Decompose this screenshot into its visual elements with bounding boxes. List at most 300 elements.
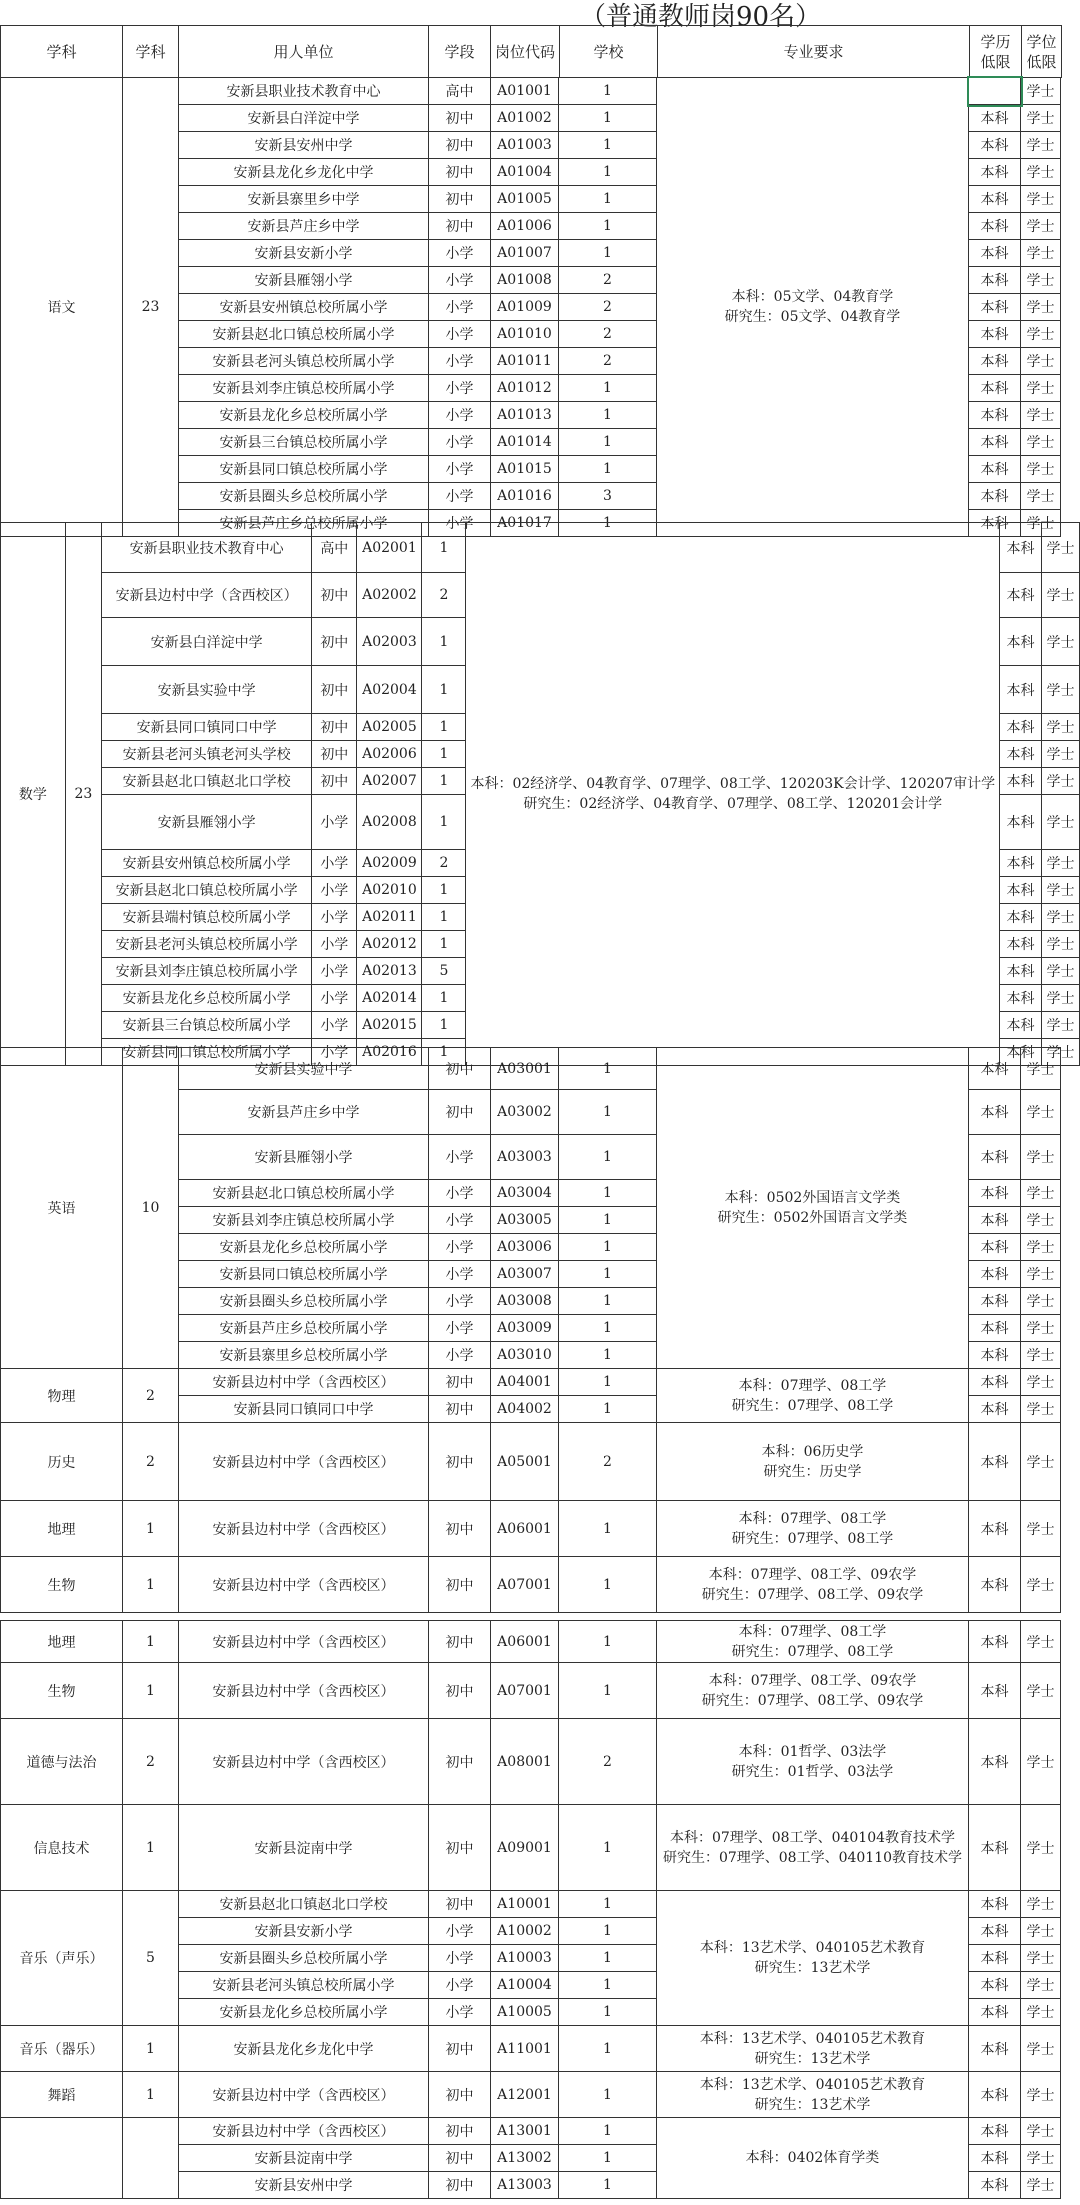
stage-cell: 初中 [429,1805,491,1891]
unit-cell: 安新县边村中学（含西校区） [179,1501,429,1557]
count-cell: 1 [123,1557,179,1613]
table-row [1,1891,1061,1918]
edu-cell: 本科 [969,1090,1021,1135]
unit-cell: 安新县赵北口镇总校所属小学 [179,1180,429,1207]
stage-cell: 初中 [429,1423,491,1501]
degree-cell: 学士 [1021,105,1061,132]
requirement-cell [657,1557,969,1613]
degree-cell: 学士 [1021,1369,1061,1396]
school-count-cell: 1 [559,240,657,267]
school-count-cell: 1 [422,741,466,768]
stage-cell: 小学 [312,795,357,850]
unit-cell: 安新县边村中学（含西校区） [179,1423,429,1501]
edu-cell: 本科 [969,1918,1021,1945]
school-count-cell: 1 [559,1315,657,1342]
code-cell: A03009 [491,1315,559,1342]
requirement-line: 研究生：13艺术学 [754,1960,871,1976]
subject-cell: 语文 [1,78,123,537]
stage-cell: 初中 [429,1719,491,1805]
degree-cell: 学士 [1021,1207,1061,1234]
requirement-line: 本科：13艺术学、040105艺术教育 [699,2030,926,2047]
unit-cell: 安新县实验中学 [179,1048,429,1090]
degree-cell: 学士 [1021,1090,1061,1135]
school-count-cell: 1 [559,510,657,537]
degree-cell: 学士 [1041,741,1079,768]
code-cell: A01013 [491,402,559,429]
edu-cell: 本科 [1000,523,1042,573]
stage-cell: 小学 [429,1999,491,2026]
edu-cell: 本科 [1000,1012,1042,1039]
unit-cell: 安新县实验中学 [102,666,312,714]
degree-cell: 学士 [1021,402,1061,429]
edu-cell: 本科 [1000,618,1042,666]
school-count-cell: 2 [559,267,657,294]
code-cell: A03006 [491,1234,559,1261]
body-table [0,77,1061,537]
count-cell [123,2118,179,2199]
requirement-line: 研究生：13艺术学 [754,2096,871,2113]
unit-cell: 安新县龙化乡总校所属小学 [179,1234,429,1261]
unit-cell: 安新县芦庄乡总校所属小学 [179,1315,429,1342]
stage-cell: 小学 [429,1180,491,1207]
subject-cell: 舞蹈 [1,2072,123,2118]
stage-cell: 高中 [312,523,357,573]
school-count-cell: 1 [559,1234,657,1261]
requirement-line: 本科：07理学、08工学、09农学 [708,1566,917,1583]
degree-cell: 学士 [1021,348,1061,375]
header-code: 岗位代码 [491,26,560,78]
stage-cell: 初中 [429,1557,491,1613]
stage-cell: 初中 [429,1090,491,1135]
code-cell: A03005 [491,1207,559,1234]
edu-cell: 本科 [969,2118,1021,2145]
stage-cell: 初中 [312,573,357,618]
code-cell: A10002 [491,1918,559,1945]
stage-cell: 小学 [429,429,491,456]
degree-cell: 学士 [1021,1288,1061,1315]
school-count-cell: 1 [422,1039,466,1066]
degree-cell: 学士 [1021,1557,1061,1613]
header-degree-line: 学位 [1026,32,1057,51]
degree-cell: 学士 [1041,573,1079,618]
stage-cell: 小学 [429,1918,491,1945]
unit-cell: 安新县龙化乡总校所属小学 [179,1999,429,2026]
edu-cell: 本科 [969,2026,1021,2072]
unit-cell: 安新县赵北口镇赵北口学校 [102,768,312,795]
count-cell: 1 [123,1805,179,1891]
table-row [1,1048,1061,1090]
unit-cell: 安新县圈头乡总校所属小学 [179,1945,429,1972]
unit-cell: 安新县同口镇总校所属小学 [179,456,429,483]
edu-cell: 本科 [969,483,1021,510]
code-cell: A01001 [491,78,559,105]
unit-cell: 安新县龙化乡龙化中学 [179,2026,429,2072]
stage-cell: 小学 [429,402,491,429]
code-cell: A02011 [357,904,422,931]
header-degree [1022,26,1062,78]
requirement-line: 研究生：07理学、08工学 [731,1397,894,1414]
edu-cell: 本科 [1000,714,1042,741]
requirement-line: 本科：13艺术学、040105艺术教育 [699,1940,926,1956]
code-cell: A01010 [491,321,559,348]
table-row [1,1805,1061,1891]
school-count-cell: 1 [559,375,657,402]
edu-cell: 本科 [969,132,1021,159]
stage-cell: 初中 [429,159,491,186]
requirement-line: 本科：05文学、04教育学 [731,289,894,305]
table-row [1,2072,1061,2118]
degree-cell: 学士 [1041,850,1079,877]
code-cell: A02005 [357,714,422,741]
table-row [1,1369,1061,1396]
edu-cell: 本科 [969,1557,1021,1613]
degree-cell: 学士 [1021,132,1061,159]
school-count-cell: 1 [422,768,466,795]
stage-cell: 小学 [312,850,357,877]
code-cell: A06001 [491,1621,559,1663]
school-count-cell: 2 [559,1423,657,1501]
requirement-line: 本科：0502外国语言文学类 [724,1190,901,1206]
degree-cell: 学士 [1021,375,1061,402]
requirement-cell [657,1048,969,1369]
school-count-cell: 1 [559,132,657,159]
requirement-line: 研究生：02经济学、04教育学、07理学、08工学、120201会计学 [523,796,943,812]
stage-cell: 初中 [429,2026,491,2072]
requirement-line: 本科：07理学、08工学、040104教育技术学 [669,1829,956,1846]
degree-cell: 学士 [1021,240,1061,267]
unit-cell: 安新县边村中学（含西校区） [179,1621,429,1663]
subject-cell [1,2118,123,2199]
stage-cell: 初中 [312,618,357,666]
subject-cell: 生物 [1,1557,123,1613]
school-count-cell: 1 [559,2172,657,2199]
subject-cell: 数学 [1,523,66,1066]
unit-cell: 安新县雁翎小学 [179,1135,429,1180]
code-cell: A01014 [491,429,559,456]
degree-cell: 学士 [1021,186,1061,213]
code-cell: A13001 [491,2118,559,2145]
edu-cell: 本科 [969,1423,1021,1501]
count-cell: 5 [123,1891,179,2026]
subject-cell: 音乐（器乐） [1,2026,123,2072]
stage-cell: 初中 [312,666,357,714]
edu-cell: 本科 [969,1207,1021,1234]
edu-cell: 本科 [969,240,1021,267]
table-row [1,1719,1061,1805]
degree-cell: 学士 [1021,1918,1061,1945]
code-cell: A03002 [491,1090,559,1135]
code-cell: A13003 [491,2172,559,2199]
unit-cell: 安新县边村中学（含西校区） [179,2072,429,2118]
code-cell: A03001 [491,1048,559,1090]
requirement-line: 研究生：07理学、08工学 [731,1530,894,1547]
code-cell: A11001 [491,2026,559,2072]
school-count-cell: 1 [559,2072,657,2118]
requirement-cell [657,1369,969,1423]
requirement-line: 本科：07理学、08工学、09农学 [708,1672,917,1689]
degree-cell: 学士 [1021,1663,1061,1719]
count-cell: 1 [123,1501,179,1557]
header-requirement: 专业要求 [658,26,970,78]
unit-cell: 安新县安州中学 [179,132,429,159]
requirement-cell [466,523,1000,1066]
degree-cell: 学士 [1021,294,1061,321]
stage-cell: 小学 [429,1135,491,1180]
edu-cell: 本科 [969,213,1021,240]
school-count-cell: 1 [422,618,466,666]
code-cell: A12001 [491,2072,559,2118]
unit-cell: 安新县老河头镇总校所属小学 [179,1972,429,1999]
code-cell: A02007 [357,768,422,795]
school-count-cell: 1 [559,1621,657,1663]
unit-cell: 安新县刘李庄镇总校所属小学 [102,958,312,985]
code-cell: A07001 [491,1557,559,1613]
unit-cell: 安新县淀南中学 [179,2145,429,2172]
unit-cell: 安新县老河头镇总校所属小学 [102,931,312,958]
table-row [1,1557,1061,1613]
code-cell: A01012 [491,375,559,402]
code-cell: A05001 [491,1423,559,1501]
unit-cell: 安新县芦庄乡中学 [179,1090,429,1135]
edu-cell: 本科 [969,1891,1021,1918]
stage-cell: 小学 [429,483,491,510]
school-count-cell: 1 [559,105,657,132]
school-count-cell: 1 [559,1288,657,1315]
stage-cell: 初中 [429,132,491,159]
unit-cell: 安新县同口镇同口中学 [179,1396,429,1423]
code-cell: A01008 [491,267,559,294]
degree-cell: 学士 [1041,931,1079,958]
school-count-cell: 1 [422,931,466,958]
unit-cell: 安新县龙化乡总校所属小学 [179,402,429,429]
school-count-cell: 1 [559,1207,657,1234]
stage-cell: 小学 [312,958,357,985]
stage-cell: 小学 [429,321,491,348]
edu-cell: 本科 [969,402,1021,429]
code-cell: A01004 [491,159,559,186]
count-cell: 2 [123,1369,179,1423]
degree-cell: 学士 [1021,213,1061,240]
edu-cell: 本科 [1000,904,1042,931]
school-count-cell: 3 [559,483,657,510]
code-cell: A03004 [491,1180,559,1207]
count-cell: 2 [123,1719,179,1805]
stage-cell: 小学 [312,904,357,931]
degree-cell: 学士 [1021,1999,1061,2026]
edu-cell: 本科 [969,1180,1021,1207]
requirement-cell [657,1423,969,1501]
school-count-cell: 1 [559,1805,657,1891]
school-count-cell: 2 [559,1719,657,1805]
subject-cell: 生物 [1,1663,123,1719]
degree-cell: 学士 [1021,2118,1061,2145]
table-row [1,1501,1061,1557]
degree-cell: 学士 [1021,1315,1061,1342]
table-row [1,1621,1061,1663]
code-cell: A10005 [491,1999,559,2026]
requirement-line: 研究生：07理学、08工学、040110教育技术学 [662,1849,963,1866]
edu-cell: 本科 [1000,985,1042,1012]
school-count-cell: 2 [422,573,466,618]
degree-cell: 学士 [1021,1135,1061,1180]
stage-cell: 初中 [429,1663,491,1719]
edu-cell: 本科 [969,1288,1021,1315]
unit-cell: 安新县边村中学（含西校区） [179,1557,429,1613]
school-count-cell: 1 [422,985,466,1012]
code-cell: A10003 [491,1945,559,1972]
school-count-cell: 2 [422,850,466,877]
edu-cell: 本科 [969,159,1021,186]
edu-cell: 本科 [969,2145,1021,2172]
unit-cell: 安新县边村中学（含西校区） [102,573,312,618]
count-cell: 1 [123,1663,179,1719]
subject-cell: 英语 [1,1048,123,1369]
code-cell: A06001 [491,1501,559,1557]
code-cell: A01011 [491,348,559,375]
school-count-cell: 1 [559,1135,657,1180]
degree-cell: 学士 [1021,1501,1061,1557]
subject-cell: 音乐（声乐） [1,1891,123,2026]
degree-cell: 学士 [1021,2145,1061,2172]
degree-cell: 学士 [1021,1342,1061,1369]
table-row [1,1423,1061,1501]
degree-cell: 学士 [1021,483,1061,510]
header-edu-line: 低限 [980,52,1011,71]
unit-cell: 安新县三台镇总校所属小学 [179,429,429,456]
table-row [1,2026,1061,2072]
unit-cell: 安新县赵北口镇总校所属小学 [102,877,312,904]
code-cell: A02009 [357,850,422,877]
degree-cell: 学士 [1021,1719,1061,1805]
unit-cell: 安新县安新小学 [179,240,429,267]
unit-cell: 安新县职业技术教育中心 [179,78,429,105]
requirement-line: 本科：06历史学 [761,1443,864,1460]
unit-cell: 安新县安州中学 [179,2172,429,2199]
degree-cell: 学士 [1021,321,1061,348]
code-cell: A01015 [491,456,559,483]
body-table [0,1047,1061,1613]
requirement-cell [657,2118,969,2199]
code-cell: A02003 [357,618,422,666]
degree-cell: 学士 [1021,1234,1061,1261]
unit-cell: 安新县老河头镇老河头学校 [102,741,312,768]
count-cell: 1 [123,2072,179,2118]
unit-cell: 安新县边村中学（含西校区） [179,1719,429,1805]
school-count-cell: 1 [422,666,466,714]
unit-cell: 安新县芦庄乡总校所属小学 [179,510,429,537]
code-cell: A01017 [491,510,559,537]
unit-cell: 安新县端村镇总校所属小学 [102,904,312,931]
stage-cell: 小学 [429,240,491,267]
school-count-cell: 1 [559,2026,657,2072]
school-count-cell: 1 [559,1261,657,1288]
requirement-cell [657,2026,969,2072]
edu-cell: 本科 [969,2172,1021,2199]
edu-cell: 本科 [969,1234,1021,1261]
edu-cell: 本科 [969,294,1021,321]
code-cell: A01003 [491,132,559,159]
edu-cell: 本科 [969,1315,1021,1342]
code-cell: A04002 [491,1396,559,1423]
stage-cell: 初中 [429,2072,491,2118]
edu-cell: 本科 [969,1048,1021,1090]
unit-cell: 安新县同口镇总校所属小学 [179,1261,429,1288]
requirement-cell [657,1663,969,1719]
degree-cell: 学士 [1041,714,1079,741]
degree-cell: 学士 [1021,1048,1061,1090]
school-count-cell: 1 [559,159,657,186]
requirement-line: 研究生：07理学、08工学 [731,1643,894,1660]
stage-cell: 初中 [429,1048,491,1090]
requirement-line: 研究生：历史学 [763,1463,862,1480]
edu-cell: 本科 [969,1663,1021,1719]
degree-cell: 学士 [1041,666,1079,714]
degree-cell: 学士 [1041,877,1079,904]
stage-cell: 初中 [429,213,491,240]
unit-cell: 安新县刘李庄镇总校所属小学 [179,1207,429,1234]
page-title: （普通教师岗90名） [580,2,822,32]
header-degree-line: 低限 [1026,52,1057,71]
degree-cell: 学士 [1041,1039,1079,1066]
table-row [1,2118,1061,2145]
edu-cell: 本科 [969,105,1021,132]
code-cell: A02004 [357,666,422,714]
stage-cell: 初中 [429,1891,491,1918]
count-cell: 23 [123,78,179,537]
code-cell: A02012 [357,931,422,958]
stage-cell: 小学 [429,1972,491,1999]
unit-cell: 安新县寨里乡总校所属小学 [179,1342,429,1369]
school-count-cell: 2 [559,294,657,321]
unit-cell: 安新县龙化乡龙化中学 [179,159,429,186]
edu-cell: 本科 [969,1342,1021,1369]
code-cell: A08001 [491,1719,559,1805]
requirement-cell [657,1621,969,1663]
school-count-cell: 1 [422,904,466,931]
count-cell: 1 [123,2026,179,2072]
unit-cell: 安新县圈头乡总校所属小学 [179,483,429,510]
subject-cell: 物理 [1,1369,123,1423]
degree-cell: 学士 [1021,1805,1061,1891]
code-cell: A01007 [491,240,559,267]
degree-cell: 学士 [1021,1945,1061,1972]
unit-cell: 安新县边村中学（含西校区） [179,1369,429,1396]
requirement-line: 本科：02经济学、04教育学、07理学、08工学、120203K会计学、120207审计学 [470,776,996,792]
requirement-cell [657,1501,969,1557]
requirement-line: 本科：07理学、08工学 [738,1623,887,1640]
unit-cell: 安新县刘李庄镇总校所属小学 [179,375,429,402]
unit-cell: 安新县边村中学（含西校区） [179,1663,429,1719]
code-cell: A10004 [491,1972,559,1999]
unit-cell: 安新县同口镇总校所属小学 [102,1039,312,1066]
code-cell: A02008 [357,795,422,850]
edu-cell: 本科 [969,1621,1021,1663]
unit-cell: 安新县职业技术教育中心 [102,523,312,573]
code-cell: A02001 [357,523,422,573]
requirement-line: 研究生：07理学、08工学、09农学 [701,1692,924,1709]
degree-cell: 学士 [1021,2026,1061,2072]
unit-cell: 安新县同口镇同口中学 [102,714,312,741]
subject-cell: 地理 [1,1621,123,1663]
unit-cell: 安新县三台镇总校所属小学 [102,1012,312,1039]
requirement-line: 研究生：07理学、08工学、09农学 [701,1586,924,1603]
requirement-line: 本科：07理学、08工学 [738,1510,887,1527]
code-cell: A02013 [357,958,422,985]
school-count-cell: 1 [559,1663,657,1719]
unit-cell: 安新县赵北口镇赵北口学校 [179,1891,429,1918]
school-count-cell: 2 [559,348,657,375]
stage-cell: 小学 [429,375,491,402]
